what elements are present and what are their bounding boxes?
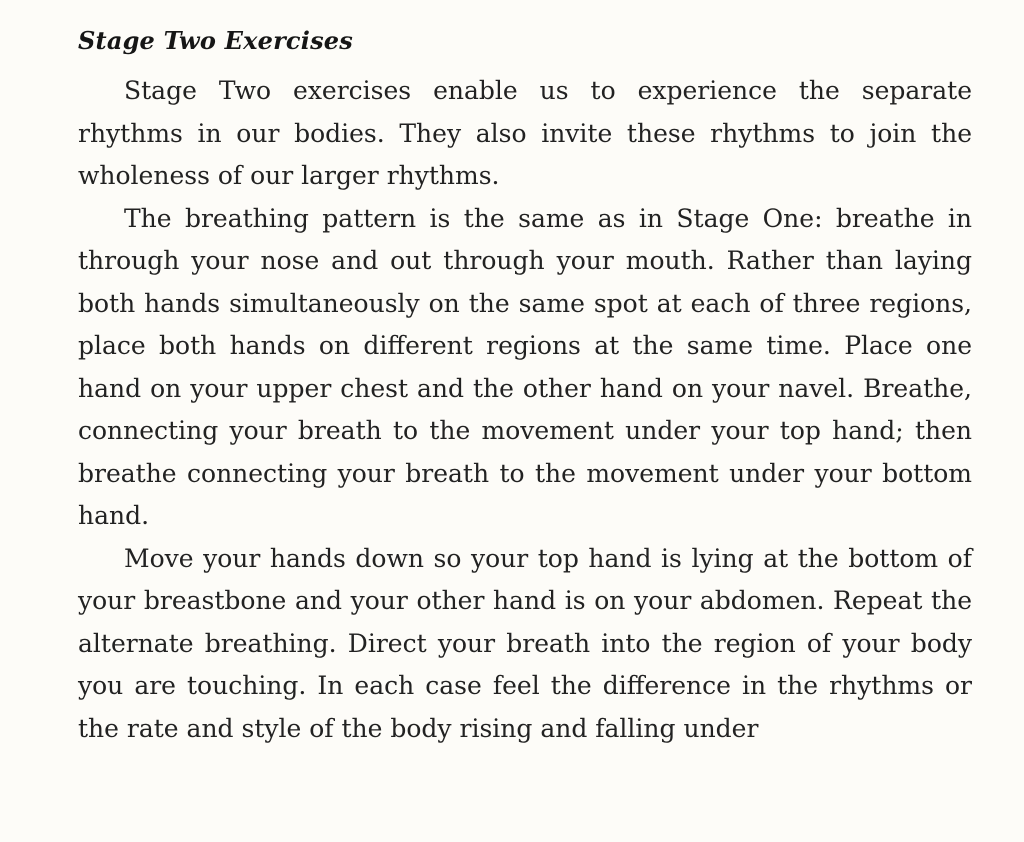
- body-text: [78, 70, 972, 750]
- paragraph-1: Stage Two exercises enable us to experience the separate rhythms in our bodies. They also invite these rhythms to join the wholeness of our larger rhythms.: [78, 76, 972, 190]
- section-heading: Stage Two Exercises: [78, 26, 353, 55]
- paragraph-2: The breathing pattern is the same as in Stage One: breathe in through your nose and out through your mouth. Rather than laying both hands simultaneously on the same spot at each of three regions, place both hands on different regions at the same time. Place one hand on your upper chest and the other hand on your navel. Breathe, connecting your breath to the movement under your top hand; then breathe connecting your breath to the movement under your bottom hand.: [78, 203, 972, 530]
- paragraph-3: Move your hands down so your top hand is lying at the bottom of your breastbone and your other hand is on your abdomen. Repeat the alternate breathing. Direct your breath into the region of your body you are touching. In each case feel the difference in the rhythms or the rate and style of the body rising and falling under: [78, 543, 972, 743]
